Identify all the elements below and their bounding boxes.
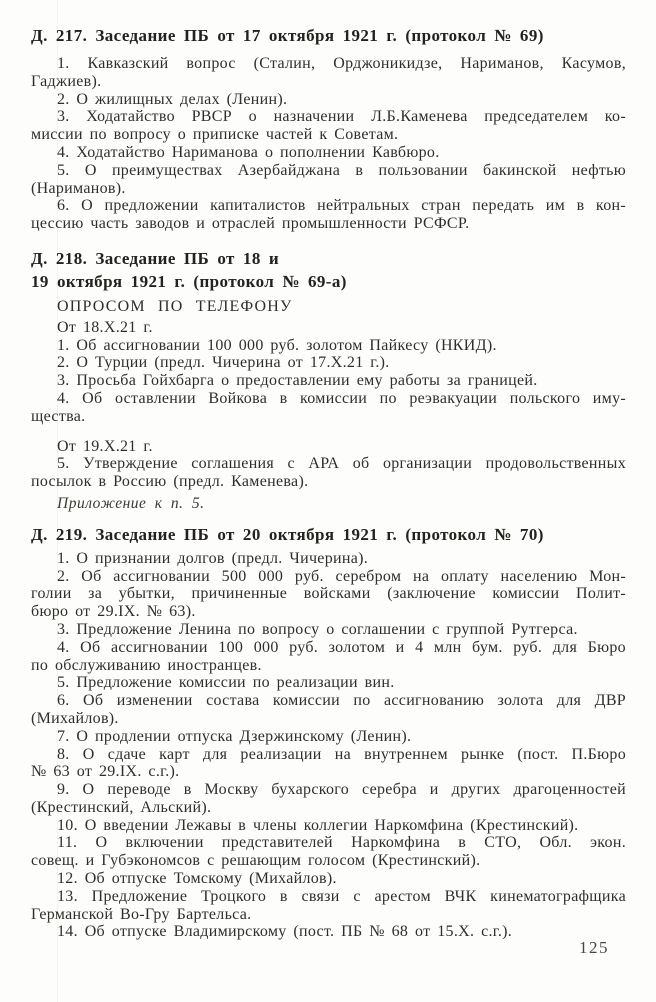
agenda-item bbox=[31, 390, 626, 426]
text-line: 5. Утверждение соглашения с АРА об организации продовольственных bbox=[57, 455, 626, 473]
text-line: совещ. и Губэкономсов с решающим голосом (Крестинский). bbox=[31, 852, 481, 870]
agenda-item bbox=[31, 91, 626, 109]
text-line: щества. bbox=[31, 407, 86, 425]
text-line: (Нариманов). bbox=[31, 179, 126, 197]
text-line: 9. О переводе в Москву бухарского серебра и других драгоценностей bbox=[57, 781, 626, 799]
section-heading-line: Д. 218. Заседание ПБ от 18 и bbox=[31, 248, 280, 268]
text-line: 7. О продлении отпуска Дзержинскому (Ленин). bbox=[57, 727, 412, 745]
text-line: 1. Кавказский вопрос (Сталин, Орджоникидзе, Нариманов, Касумов, bbox=[57, 55, 626, 72]
text-line: по обслуживанию иностранцев. bbox=[31, 656, 262, 674]
text-line: 11. О включении представителей Наркомфина в СТО, Обл. экон. bbox=[57, 834, 626, 852]
text-line: миссии по вопросу о приписке частей к Советам. bbox=[31, 126, 399, 144]
agenda-item bbox=[31, 108, 626, 144]
section-heading-line: Д. 217. Заседание ПБ от 17 октября 1921 г. (протокол № 69) bbox=[31, 26, 544, 45]
agenda-item bbox=[31, 354, 626, 372]
text-line: 5. О преимуществах Азербайджана в пользовании бакинской нефтью bbox=[57, 161, 626, 179]
agenda-item bbox=[31, 692, 626, 728]
text-line: 4. Ходатайство Нариманова о пополнении Кавбюро. bbox=[57, 143, 440, 161]
agenda-item bbox=[31, 888, 626, 924]
subheading-phone-poll: ОПРОСОМ ПО ТЕЛЕФОНУ bbox=[57, 297, 293, 315]
agenda-item bbox=[31, 674, 626, 692]
text-line: 3. Ходатайство РВСР о назначении Л.Б.Каменева председателем ко- bbox=[57, 108, 626, 126]
agenda-item bbox=[31, 455, 626, 491]
agenda-item bbox=[31, 834, 626, 870]
text-line: 3. Просьба Гойхбарга о предоставлении ему работы за границей. bbox=[57, 372, 538, 390]
text-line: 1. О признании долгов (предл. Чичерина). bbox=[57, 549, 369, 567]
text-line: 6. Об изменении состава комиссии по ассигнованию золота для ДВР bbox=[57, 692, 626, 710]
section-heading bbox=[31, 247, 626, 293]
agenda-item bbox=[31, 372, 626, 390]
agenda-item bbox=[31, 621, 626, 639]
agenda-item bbox=[31, 728, 626, 746]
page-content bbox=[31, 24, 626, 941]
section-heading-line: 19 октября 1921 г. (протокол № 69-а) bbox=[31, 271, 347, 291]
section-d217 bbox=[31, 24, 626, 233]
agenda-item bbox=[31, 55, 626, 91]
section-heading bbox=[31, 24, 626, 47]
text-line: 5. Предложение комиссии по реализации вин. bbox=[57, 674, 395, 692]
text-line: 4. Об оставлении Войкова в комиссии по реэвакуации польского иму- bbox=[57, 389, 626, 407]
agenda-item bbox=[31, 197, 626, 233]
text-line: посылок в Россию (предл. Каменева). bbox=[31, 473, 309, 491]
section-heading-line: Д. 219. Заседание ПБ от 20 октября 1921 г. (протокол № 70) bbox=[31, 524, 544, 544]
page-number: 125 bbox=[579, 938, 609, 957]
text-line: 6. О предложении капиталистов нейтральных стран передать им в кон- bbox=[57, 197, 626, 215]
agenda-item bbox=[31, 781, 626, 817]
text-line: 1. Об ассигновании 100 000 руб. золотом Пайкесу (НКИД). bbox=[57, 336, 497, 354]
agenda-item bbox=[31, 337, 626, 355]
text-line: 13. Предложение Троцкого в связи с арестом ВЧК кинематографщика bbox=[57, 887, 626, 905]
text-line: 12. Об отпуске Томскому (Михайлов). bbox=[57, 870, 337, 888]
text-line: бюро от 29.IX. № 63). bbox=[31, 603, 196, 621]
text-line: голии за убытки, причиненные войсками (заключение комиссии Полит- bbox=[31, 585, 626, 603]
text-line: 8. О сдаче карт для реализации на внутреннем рынке (пост. П.Бюро bbox=[57, 745, 626, 763]
agenda-item bbox=[31, 568, 626, 621]
text-line: 2. Об ассигновании 500 000 руб. серебром на оплату населению Мон- bbox=[57, 567, 626, 585]
text-line: Германской Во-Гру Бартельса. bbox=[31, 905, 252, 923]
agenda-item bbox=[31, 923, 626, 941]
text-line: Гаджиев). bbox=[31, 72, 102, 90]
text-line: 10. О введении Лежавы в члены коллегии Наркомфина (Крестинский). bbox=[57, 816, 579, 834]
agenda-item bbox=[31, 746, 626, 782]
agenda-item bbox=[31, 550, 626, 568]
text-line: (Михайлов). bbox=[31, 709, 119, 727]
text-line: 3. Предложение Ленина по вопросу о соглашении с группой Рутгерса. bbox=[57, 620, 578, 638]
date-heading: От 19.X.21 г. bbox=[57, 437, 153, 455]
section-d219 bbox=[31, 523, 626, 942]
date-heading: От 18.X.21 г. bbox=[57, 318, 153, 336]
text-line: 2. О жилищных делах (Ленин). bbox=[57, 90, 288, 108]
text-line: 14. Об отпуске Владимирскому (пост. ПБ № 68 от 15.X. с.г.). bbox=[57, 923, 513, 941]
agenda-item bbox=[31, 870, 626, 888]
section-heading bbox=[31, 523, 626, 546]
text-line: (Крестинский, Альский). bbox=[31, 798, 212, 816]
section-d218 bbox=[31, 247, 626, 513]
appendix-note: Приложение к п. 5. bbox=[57, 494, 205, 512]
agenda-item bbox=[31, 144, 626, 162]
agenda-item bbox=[31, 639, 626, 675]
text-line: 2. О Турции (предл. Чичерина от 17.X.21 г.). bbox=[57, 354, 390, 372]
agenda-item bbox=[31, 817, 626, 835]
text-line: цессию часть заводов и отраслей промышленности РСФСР. bbox=[31, 215, 470, 233]
agenda-item bbox=[31, 162, 626, 198]
text-line: № 63 от 29.IX. с.г.). bbox=[31, 763, 180, 781]
text-line: 4. Об ассигновании 100 000 руб. золотом и 4 млн бум. руб. для Бюро bbox=[57, 638, 626, 656]
